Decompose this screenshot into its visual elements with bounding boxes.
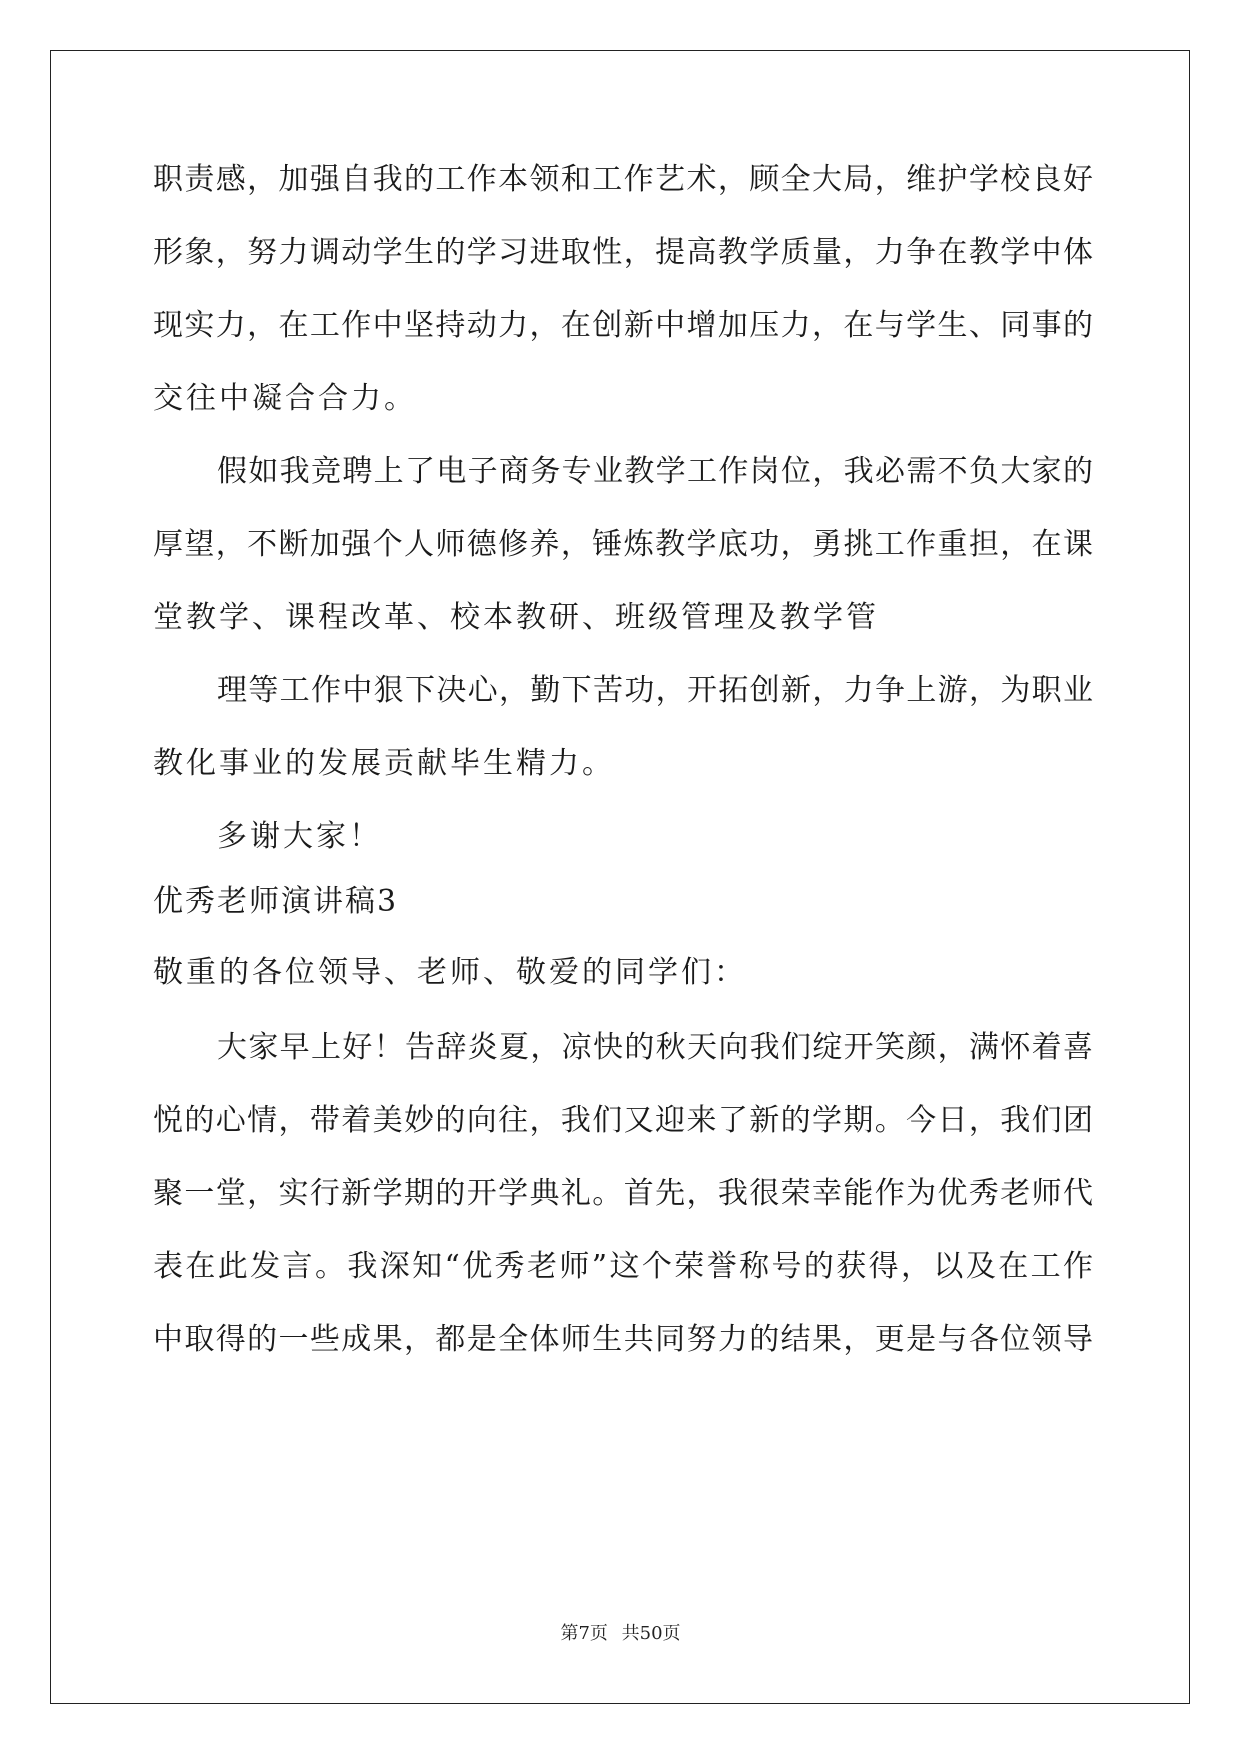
closing-line: 多谢大家！ xyxy=(217,819,382,854)
paragraph-line: 教化事业的发展贡献毕生精力。 xyxy=(153,746,615,781)
page-border xyxy=(50,50,1190,1704)
paragraph-line: 职责感，加强自我的工作本领和工作艺术，顾全大局，维护学校良好 xyxy=(153,162,1093,197)
salutation-line: 敬重的各位领导、老师、敬爱的同学们： xyxy=(153,955,747,990)
section-heading: 优秀老师演讲稿3 xyxy=(153,884,399,919)
page-number: 第7页 xyxy=(560,1623,608,1644)
paragraph-line: 交往中凝合合力。 xyxy=(153,381,417,416)
paragraph-line: 中取得的一些成果，都是全体师生共同努力的结果，更是与各位领导 xyxy=(153,1322,1093,1357)
paragraph-line: 聚一堂，实行新学期的开学典礼。首先，我很荣幸能作为优秀老师代 xyxy=(153,1176,1093,1211)
paragraph-line: 厚望，不断加强个人师德修养，锤炼教学底功，勇挑工作重担，在课 xyxy=(153,527,1093,562)
paragraph-line: 理等工作中狠下决心，勤下苦功，开拓创新，力争上游，为职业 xyxy=(217,673,1093,708)
paragraph-line: 表在此发言。我深知“优秀老师”这个荣誉称号的获得，以及在工作 xyxy=(153,1249,1093,1284)
paragraph-line: 假如我竞聘上了电子商务专业教学工作岗位，我必需不负大家的 xyxy=(217,454,1093,489)
paragraph-line: 堂教学、课程改革、校本教研、班级管理及教学管 xyxy=(153,600,879,635)
paragraph-line: 悦的心情，带着美妙的向往，我们又迎来了新的学期。今日，我们团 xyxy=(153,1103,1093,1138)
paragraph-line: 大家早上好！告辞炎夏，凉快的秋天向我们绽开笑颜，满怀着喜 xyxy=(217,1030,1093,1065)
paragraph-line: 形象，努力调动学生的学习进取性，提高教学质量，力争在教学中体 xyxy=(153,235,1093,270)
paragraph-line: 现实力，在工作中坚持动力，在创新中增加压力，在与学生、同事的 xyxy=(153,308,1093,343)
page-total: 共50页 xyxy=(621,1623,681,1644)
page-footer xyxy=(0,1623,1241,1645)
